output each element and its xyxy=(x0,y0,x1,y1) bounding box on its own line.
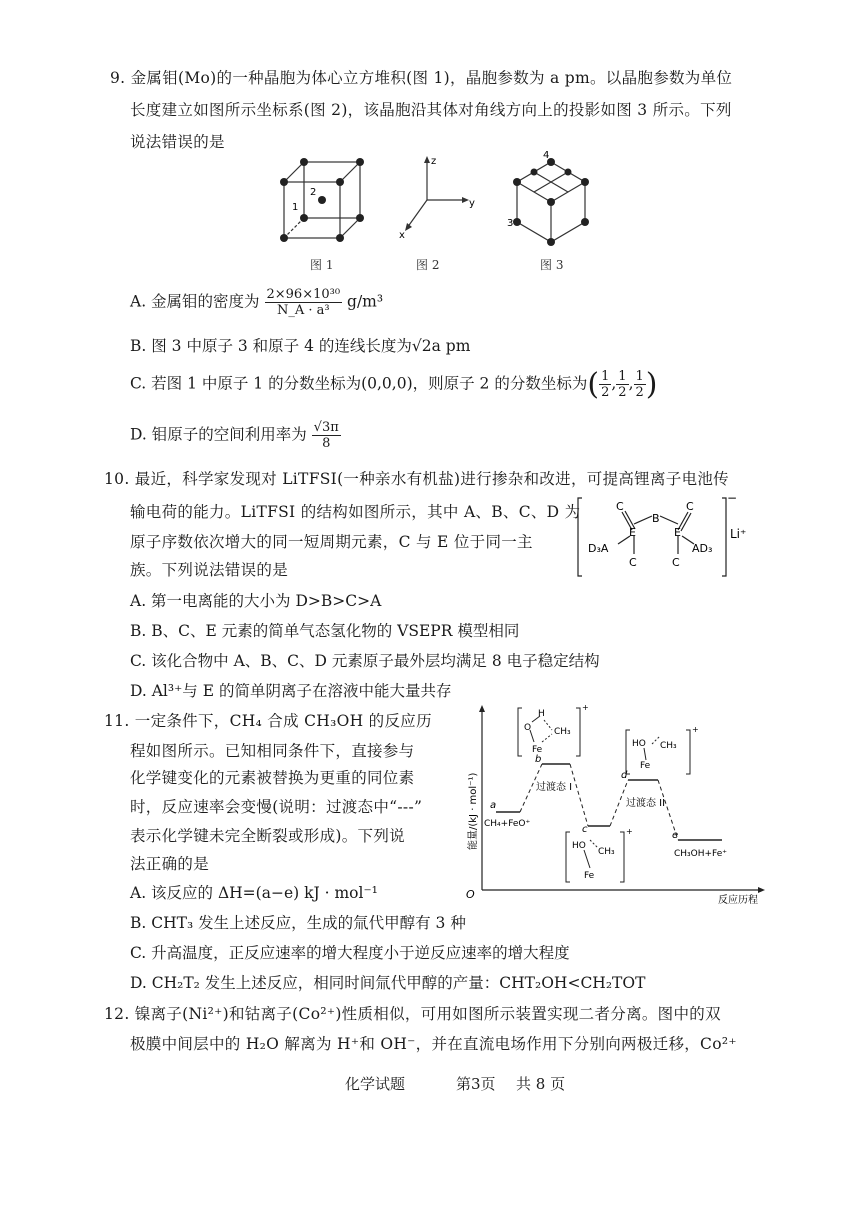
level-c: c xyxy=(582,824,588,835)
ts2-charge: + xyxy=(692,725,699,734)
struct-c-bottom-right: C xyxy=(672,556,680,569)
int-c-ho: HO xyxy=(572,841,586,851)
q9-option-c: C. 若图 1 中原子 1 的分数坐标为(0,0,0)，则原子 2 的分数坐标为( $\frac{1}{2}$ , $\frac{1}{2}$ , $\frac{1}{2}$ ) xyxy=(130,367,658,402)
figure-1-bcc-cube xyxy=(272,150,372,250)
struct-e-left: E xyxy=(629,526,636,539)
q11-option-b: B. CHT₃ 发生上述反应，生成的氚代甲醇有 3 种 xyxy=(130,914,466,932)
figure-2-axes xyxy=(395,150,485,245)
q9-option-c-text: C. 若图 1 中原子 1 的分数坐标为(0,0,0)，则原子 2 的分数坐标为 xyxy=(130,374,588,393)
q9-line-3: 说法错误的是 xyxy=(130,133,225,151)
int-c-ch3: CH₃ xyxy=(598,847,615,857)
coord-x-den: 2 xyxy=(601,385,610,400)
end-species: CH₃OH+Fe⁺ xyxy=(674,849,728,859)
struct-c-bottom-left: C xyxy=(629,556,637,569)
q9-option-a xyxy=(130,287,383,318)
int-c-charge: + xyxy=(626,827,633,836)
axis-y-label: y xyxy=(469,198,475,209)
fig3-label-3: 3 xyxy=(507,218,514,229)
q9-line-2: 长度建立如图所示坐标系(图 2)，该晶胞沿其体对角线方向上的投影如图 3 所示。下列 xyxy=(130,101,732,119)
ts1-fe: Fe xyxy=(532,745,543,755)
ts1-h: H xyxy=(538,709,545,719)
level-e: e xyxy=(672,830,679,841)
struct-li: Li⁺ xyxy=(730,527,747,541)
figure-2-caption: 图 2 xyxy=(416,258,440,272)
q12-line-2: 极膜中间层中的 H₂O 解离为 H⁺和 OH⁻，并在直流电场作用下分别向两极迁移，Co²⁺ xyxy=(130,1035,737,1053)
q11-option-a: A. 该反应的 ΔH=(a−e) kJ · mol⁻¹ xyxy=(130,884,378,902)
coord-x-num: 1 xyxy=(601,369,610,384)
packing-denominator: 8 xyxy=(322,436,331,451)
level-d: d xyxy=(621,770,628,781)
q9-option-d-text: D. 钼原子的空间利用率为 xyxy=(130,425,307,444)
q11-line-1: 11. 一定条件下，CH₄ 合成 CH₃OH 的反应历 xyxy=(104,712,432,730)
int-c-fe: Fe xyxy=(584,871,595,881)
struct-ad3: AD₃ xyxy=(692,542,713,555)
q10-line-3: 原子序数依次增大的同一短周期元素，C 与 E 位于同一主 xyxy=(130,533,533,551)
footer-total: 共 8 页 xyxy=(516,1075,566,1093)
q9-line-1: 9. 金属钼(Mo)的一种晶胞为体心立方堆积(图 1)，晶胞参数为 a pm。以晶胞参数为单位 xyxy=(110,69,733,87)
density-fraction xyxy=(265,287,343,318)
struct-charge: − xyxy=(727,492,738,505)
start-species: CH₄+FeO⁺ xyxy=(484,819,531,829)
fig1-label-2: 2 xyxy=(310,187,317,198)
footer-page: 第3页 xyxy=(456,1075,496,1093)
footer-subject: 化学试题 xyxy=(345,1075,406,1093)
y-axis-label: 能量/(kJ · mol⁻¹) xyxy=(468,772,479,850)
q10-line-1: 10. 最近，科学家发现对 LiTFSI(一种亲水有机盐)进行掺杂和改进，可提高锂离子电池传 xyxy=(104,470,729,488)
fig3-label-4: 4 xyxy=(543,150,550,161)
origin-label: O xyxy=(466,888,475,901)
density-numerator: 2×96×10³⁰ xyxy=(266,287,341,302)
q10-line-4: 族。下列说法错误的是 xyxy=(130,561,289,579)
struct-c-top-left: C xyxy=(616,500,624,513)
q9-option-d xyxy=(130,420,341,451)
q11-line-5: 表示化学键未完全断裂或形成)。下列说 xyxy=(130,827,405,845)
figure-1-caption: 图 1 xyxy=(310,258,334,272)
q10-option-b: B. B、C、E 元素的简单气态氢化物的 VSEPR 模型相同 xyxy=(130,622,520,640)
q11-line-3: 化学键变化的元素被替换为更重的同位素 xyxy=(130,769,415,787)
coord-z-num: 1 xyxy=(635,369,644,384)
q9-option-b: B. 图 3 中原子 3 和原子 4 的连线长度为√2a pm xyxy=(130,337,471,355)
ts1-ch3: CH₃ xyxy=(554,727,571,737)
q11-line-6: 法正确的是 xyxy=(130,855,210,873)
struct-e-right: E xyxy=(674,526,681,539)
q11-option-d: D. CH₂T₂ 发生上述反应，相同时间氚代甲醇的产量：CHT₂OH<CH₂TOT xyxy=(130,974,646,992)
q12-line-1: 12. 镍离子(Ni²⁺)和钴离子(Co²⁺)性质相似，可用如图所示装置实现二者分离。图中的双 xyxy=(104,1005,721,1023)
ts1-o: O xyxy=(524,723,532,733)
litfsi-structure xyxy=(574,492,774,582)
ts2-ho: HO xyxy=(632,739,646,749)
ts2-label: 过渡态 II xyxy=(626,798,666,809)
density-denominator: N_A · a³ xyxy=(276,303,330,318)
ts1-charge: + xyxy=(582,703,589,712)
ts2-fe: Fe xyxy=(640,761,651,771)
q11-line-2: 程如图所示。已知相同条件下，直接参与 xyxy=(130,742,415,760)
q10-option-d: D. Al³⁺与 E 的简单阴离子在溶液中能大量共存 xyxy=(130,682,452,700)
x-axis-label: 反应历程 xyxy=(718,895,758,905)
level-a: a xyxy=(490,800,497,811)
ts1-label: 过渡态 I xyxy=(536,782,573,793)
axis-z-label: z xyxy=(431,156,437,167)
density-unit: g/m³ xyxy=(347,292,384,311)
struct-b: B xyxy=(652,512,660,525)
figure-3-projection xyxy=(505,148,605,248)
level-b: b xyxy=(535,754,542,765)
coord-y-num: 1 xyxy=(618,369,627,384)
q10-option-a: A. 第一电离能的大小为 D>B>C>A xyxy=(130,592,382,610)
fig1-label-1: 1 xyxy=(292,202,299,213)
q9-option-a-text: A. 金属钼的密度为 xyxy=(130,292,260,311)
figure-3-caption: 图 3 xyxy=(540,258,564,272)
q11-option-c: C. 升高温度，正反应速率的增大程度小于逆反应速率的增大程度 xyxy=(130,944,570,962)
coord-z-den: 2 xyxy=(635,385,644,400)
q10-option-c: C. 该化合物中 A、B、C、D 元素原子最外层均满足 8 电子稳定结构 xyxy=(130,652,600,670)
q11-line-4: 时，反应速率会变慢(说明：过渡态中“---” xyxy=(130,798,423,816)
ts2-ch3: CH₃ xyxy=(660,741,677,751)
struct-d3a: D₃A xyxy=(588,542,609,555)
packing-numerator: √3π xyxy=(313,420,339,435)
q10-line-2: 输电荷的能力。LiTFSI 的结构如图所示，其中 A、B、C、D 为 xyxy=(130,503,581,521)
energy-profile-diagram xyxy=(460,700,770,905)
coord-y-den: 2 xyxy=(618,385,627,400)
axis-x-label: x xyxy=(399,230,405,241)
struct-c-top-right: C xyxy=(686,500,694,513)
